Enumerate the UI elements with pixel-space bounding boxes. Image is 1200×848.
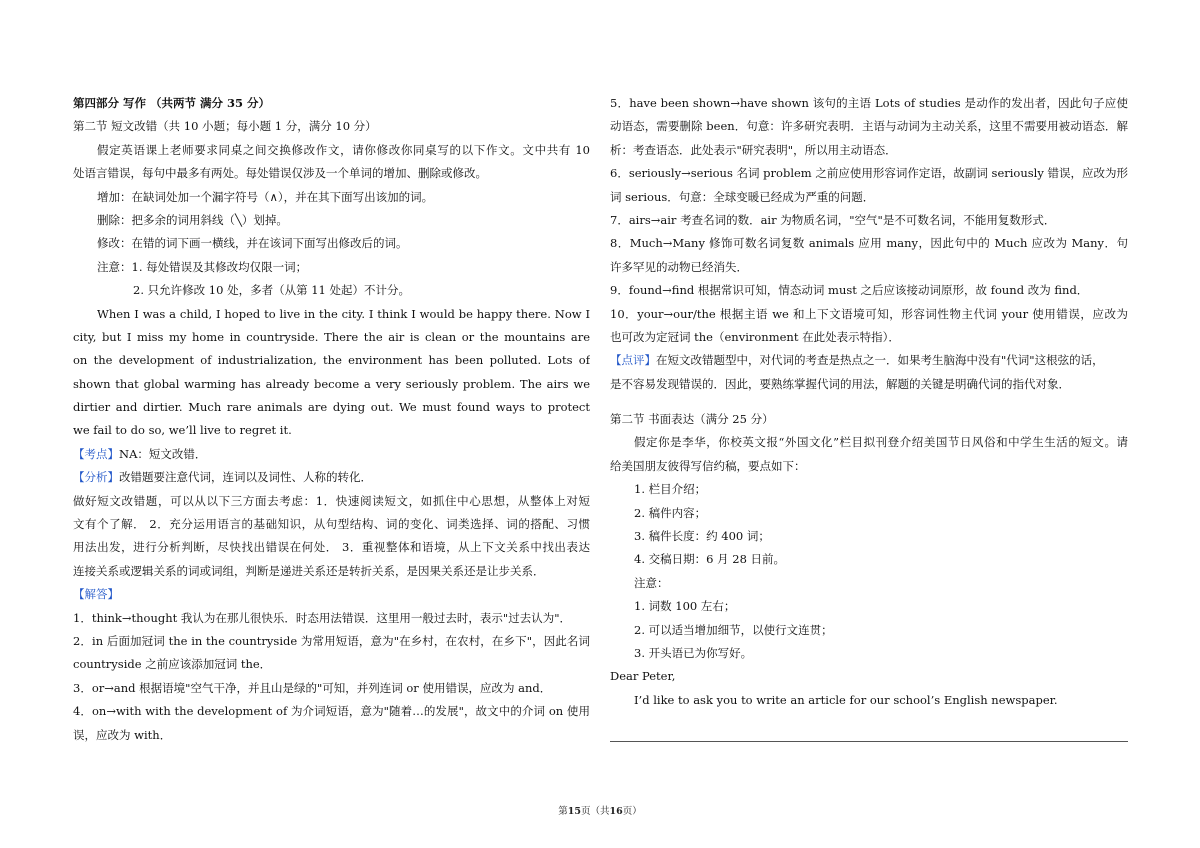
passage-line: on the development of industrialization, the environment has been polluted. Lots of: [73, 353, 590, 368]
answer-line: 许多罕见的动物已经消失．: [610, 259, 748, 274]
answer-line: 词 serious．句意：全球变暖已经成为严重的问题．: [610, 189, 875, 204]
note-item: 3. 开头语已为你写好。: [634, 645, 753, 660]
answer-line: 8．Much→Many 修饰可数名词复数 animals 应用 many，因此句中的 Much 应改为 Many．句: [610, 236, 1128, 251]
left-column: [73, 92, 590, 747]
point-item: 3. 稿件长度：约 400 词；: [634, 529, 770, 544]
prompt-line: 给美国朋友彼得写信约稿，要点如下：: [610, 458, 806, 473]
dianping-text: 在短文改错题型中，对代词的考查是热点之一．如果考生脑海中没有"代词"这根弦的话，: [656, 353, 1104, 368]
dianping-line: [610, 349, 1128, 372]
right-column: [610, 92, 1128, 712]
prompt-line: 假定你是李华，你校英文报“外国文化”栏目拟刊登介绍美国节日风俗和中学生生活的短文。请: [634, 435, 1128, 450]
analysis-line: 用法出发，进行分析判断，尽快找出错误在何处． 3．重视整体和语境，从上下文关系中找出表达: [73, 540, 590, 555]
answer-line: 5．have been shown→have shown 该句的主语 Lots of studies 是动作的发出者，因此句子应使: [610, 96, 1128, 110]
dianping-line: 是不容易发现错误的．因此，要熟练掌握代词的用法，解题的关键是明确代词的指代对象．: [610, 376, 1070, 391]
analysis-line: 文有个了解． 2．充分运用语言的基础知识，从句型结构、词的变化、词类选择、词的搭配、习惯: [73, 517, 590, 532]
jieda-tag: 【解答】: [73, 587, 119, 602]
add-rule: 增加：在缺词处加一个漏字符号（∧），并在其下面写出该加的词。: [97, 189, 434, 204]
kaodian-line: [73, 443, 590, 466]
kaodian-text: NA：短文改错．: [119, 446, 207, 461]
passage-line: shown that global warming has already become a very seriously problem. The airs we: [73, 376, 590, 391]
passage-line: When I was a child, I hoped to live in the city. I think I would be happy there. Now I: [97, 306, 590, 321]
delete-rule: 删除：把多余的词用斜线（╲）划掉。: [97, 212, 288, 227]
answer-line: 10．your→our/the 根据主语 we 和上下文语境可知，形容词性物主代词 your 使用错误，应改为: [610, 306, 1128, 321]
instruction-line: 处语言错误，每句中最多有两处。每处错误仅涉及一个单词的增加、删除或修改。: [73, 166, 487, 181]
passage-line: city, but I miss my home in countryside. There the air is clean or the mountains are: [73, 329, 590, 344]
footer-suffix: 页）: [622, 806, 642, 817]
kaodian-tag: 【考点】: [73, 446, 119, 461]
answer-line: 析：考查语态．此处表示"研究表明"，所以用主动语态．: [610, 142, 897, 157]
answer-line: 3．or→and 根据语境"空气干净，并且山是绿的"可知，并列连词 or 使用错误，应改为 and．: [73, 680, 552, 695]
point-item: 4. 交稿日期：6 月 28 日前。: [634, 552, 786, 567]
answer-line: 9．found→find 根据常识可知，情态动词 must 之后应该接动词原形，故 found 改为 find．: [610, 283, 1089, 298]
fenxi-line: [73, 466, 590, 489]
answer-line: 也可改为定冠词 the（environment 在此处表示特指）．: [610, 329, 900, 344]
analysis-line: 做好短文改错题，可以从以下三方面去考虑：1．快速阅读短文，如抓住中心思想，从整体上对短: [73, 493, 590, 508]
section-title-writing: 第二节 书面表达（满分 25 分）: [610, 412, 774, 427]
answer-line: 6．seriously→serious 名词 problem 之前应使用形容词作定语，故副词 seriously 错误，应改为形: [610, 166, 1128, 181]
note-item: 1. 词数 100 左右；: [634, 599, 736, 614]
point-item: 2. 稿件内容；: [634, 505, 707, 520]
footer-total-pages: 16: [609, 806, 623, 817]
footer-page-number: 15: [567, 806, 581, 817]
section-title-error-correction: 第二节 短文改错（共 10 小题；每小题 1 分，满分 10 分）: [73, 119, 377, 134]
analysis-line: 连接关系或逻辑关系的词或词组，判断是递进关系还是转折关系，是因果关系还是让步关系．: [73, 563, 545, 578]
fenxi-tag: 【分析】: [73, 470, 119, 485]
answer-underline: [610, 741, 1128, 742]
answer-line: 7．airs→air 考查名词的数．air 为物质名词，"空气"是不可数名词，不能用复数形式．: [610, 212, 1056, 227]
page-footer: [0, 803, 1200, 817]
note-line: 2. 只允许修改 10 处，多者（从第 11 处起）不计分。: [133, 283, 411, 298]
answer-line: 2．in 后面加冠词 the in the countryside 为常用短语，意为"在乡村，在农村，在乡下"，因此名词: [73, 633, 590, 648]
passage-line: dirtier and dirtier. Much rare animals are dying out. We must found ways to protect: [73, 400, 590, 415]
passage-line: we fail to do so, we’ll live to regret it.: [73, 423, 292, 438]
answer-line: 1．think→thought 我认为在那儿很快乐．时态用法错误．这里用一般过去时，表示"过去认为"．: [73, 610, 572, 625]
footer-prefix: 第: [558, 806, 568, 817]
spacer: [610, 396, 1128, 408]
instruction-line: 假定英语课上老师要求同桌之间交换修改作文，请你修改你同桌写的以下作文。文中共有 10: [97, 142, 590, 157]
answer-line: 4．on→with with the development of 为介词短语，意为"随着…的发展"，故文中的介词 on 使用: [73, 704, 590, 719]
answer-line: 动语态，需要删除 been．句意：许多研究表明．主语与动词为主动关系，这里不需要用被动语态．解: [610, 119, 1128, 134]
dianping-tag: 【点评】: [610, 353, 656, 368]
point-item: 1. 栏目介绍；: [634, 482, 707, 497]
note-item: 2. 可以适当增加细节，以使行文连贯；: [634, 622, 833, 637]
answer-line: countryside 之前应该添加冠词 the．: [73, 657, 272, 672]
fenxi-text: 改错题要注意代词，连词以及词性、人称的转化．: [119, 470, 372, 485]
note-label: 注意：: [634, 575, 669, 590]
letter-opening: I’d like to ask you to write an article for our school’s English newspaper.: [634, 692, 1058, 707]
note-line: 注意：1. 每处错误及其修改均仅限一词；: [97, 259, 308, 274]
footer-mid: 页（共: [580, 806, 610, 817]
answer-line: 误，应改为 with．: [73, 727, 172, 742]
modify-rule: 修改：在错的词下画一横线，并在该词下面写出修改后的词。: [97, 236, 408, 251]
letter-greeting: Dear Peter,: [610, 669, 676, 684]
part-heading: 第四部分 写作 （共两节 满分 35 分）: [73, 96, 271, 110]
